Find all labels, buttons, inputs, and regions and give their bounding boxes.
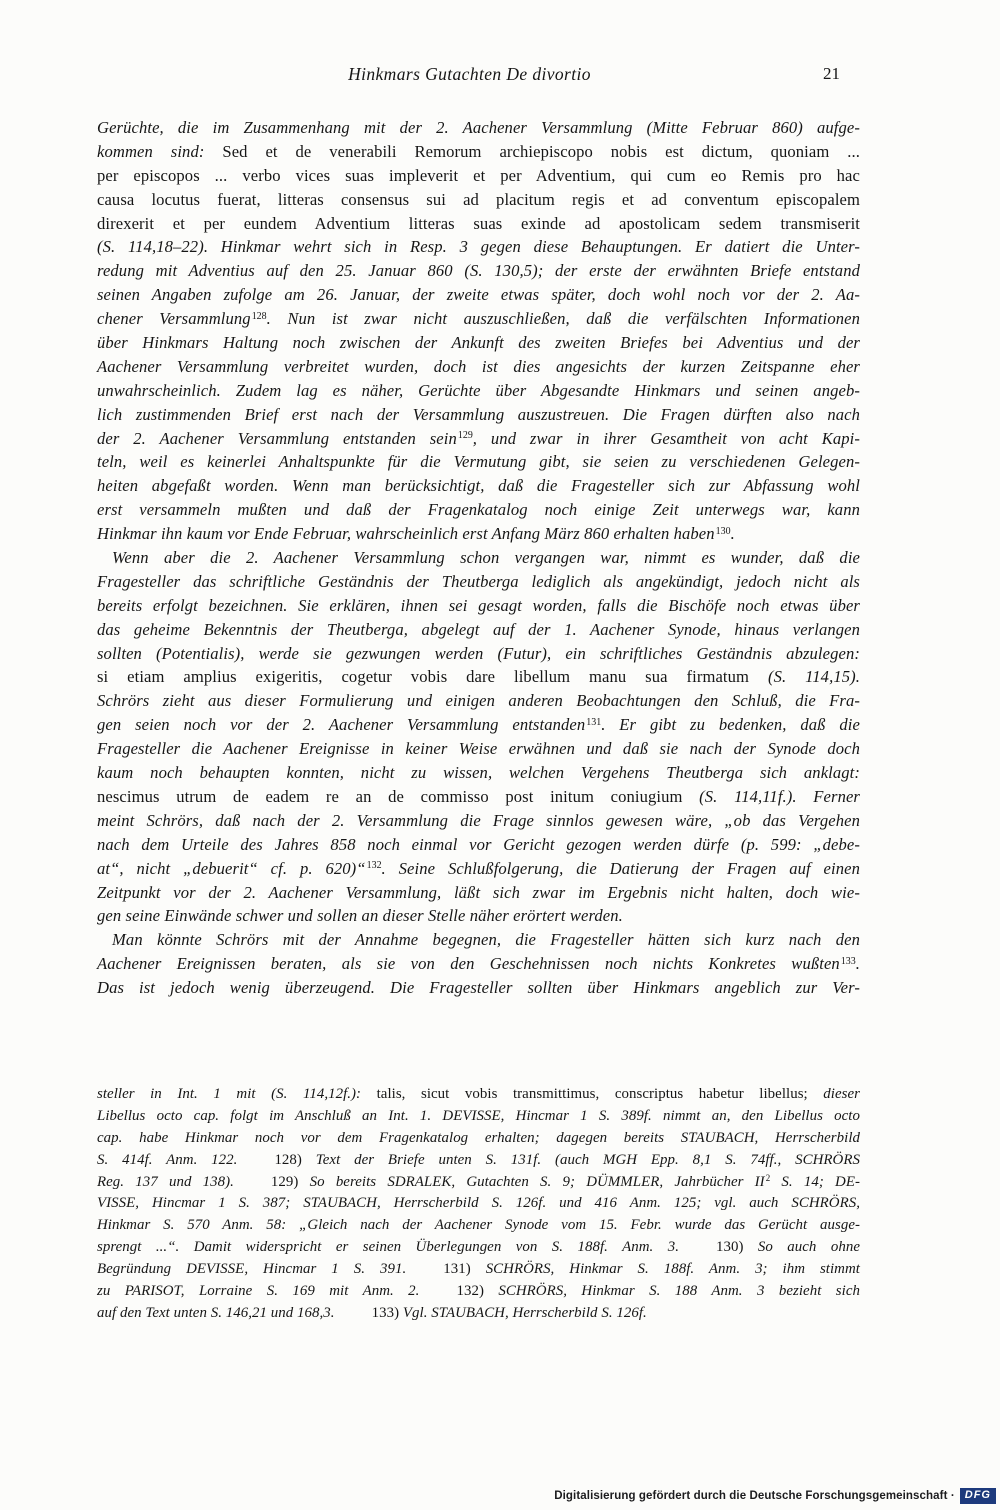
text-run: talis, sicut vobis transmittimus, conscriptus habetur libellus; <box>376 1086 824 1102</box>
text-run: VISSE, Hincmar 1 S. 387; STAUBACH, Herrscherbild S. 126f. und 416 Anm. 125; vgl. auch SCHRÖRS, <box>97 1195 860 1212</box>
text-run: 132) <box>456 1283 499 1300</box>
text-run: (S. 114,18–22). Hinkmar wehrt sich in Resp. 3 gegen diese Behauptungen. Er datiert die Unter- <box>97 237 860 257</box>
main-text-block <box>97 116 860 1000</box>
text-line <box>97 689 860 713</box>
text-run: Reg. 137 und 138). <box>97 1173 234 1190</box>
text-run: kommen sind: <box>97 141 223 161</box>
text-run: So auch ohne <box>757 1239 860 1256</box>
footnote-ref: 129 <box>457 430 473 442</box>
text-line <box>97 713 860 737</box>
text-line <box>97 283 860 307</box>
text-run: redung mit Adventius auf den 25. Januar 860 (S. 130,5); der erste der erwähnten Briefe entstand <box>97 261 860 281</box>
text-run: 129) <box>270 1173 310 1190</box>
text-run: direxerit et per eundem Adventium litteras suas exinde ad apostolicam sedem transmiserit <box>97 213 860 233</box>
text-run: Fragesteller das schriftliche Geständnis der Theutberga lediglich als angekündigt, jedoch nicht als <box>97 571 860 591</box>
text-run: meint Schrörs, daß nach der 2. Versammlung die Frage sinnlos gewesen wäre, „ob das Vergehen <box>97 810 860 830</box>
text-run: . Seine Schlußfolgerung, die Datierung der Fragen auf einen <box>381 858 860 878</box>
text-line <box>97 1106 860 1128</box>
text-line <box>97 427 860 451</box>
text-line <box>97 522 860 546</box>
text-run: lich zustimmenden Brief erst nach der Versammlung auszustreuen. Die Fragen dürften also nach <box>97 404 860 424</box>
text-run: sprengt ...“. Damit widerspricht er seinen Überlegungen von S. 188f. Anm. 3. <box>97 1239 679 1256</box>
text-run: Gerüchte, die im Zusammenhang mit der 2. Aachener Versammlung (Mitte Februar 860) aufge- <box>97 118 860 137</box>
page-header <box>97 64 860 90</box>
dfg-logo: DFG <box>960 1488 996 1504</box>
footnote-ref: 131 <box>586 716 602 728</box>
text-line <box>97 546 860 570</box>
text-run: Begründung DEVISSE, Hincmar 1 S. 391. <box>97 1261 407 1278</box>
text-run: der 2. Aachener Versammlung entstanden sein <box>97 428 457 448</box>
text-line <box>97 809 860 833</box>
footnote-ref: 2 <box>765 1172 771 1183</box>
text-line <box>97 665 860 689</box>
footnote-ref: 128 <box>251 310 267 322</box>
text-line <box>97 618 860 642</box>
text-line <box>97 140 860 164</box>
text-line <box>97 737 860 761</box>
text-run: sollten (Potentialis), werde sie gezwungen werden (Futur), ein schriftliches Geständnis abzulegen: <box>97 643 860 663</box>
text-line <box>97 474 860 498</box>
text-run: Fragesteller die Aachener Ereignisse in keiner Weise erwähnen und daß sie nach der Synode doch <box>97 739 860 759</box>
text-run: nescimus utrum de eadem re an de commisso post initum coniugium <box>97 786 700 806</box>
text-run: über Hinkmars Haltung noch zwischen der Ankunft des zweiten Briefes bei Adventius und der <box>97 333 860 353</box>
text-run: Wenn aber die 2. Aachener Versammlung schon vergangen war, nimmt es wunder, daß die <box>112 548 860 568</box>
text-line <box>97 164 860 188</box>
text-run: cap. habe Hinkmar noch vor dem Fragenkatalog erhalten; dagegen bereits STAUBACH, Herrscherbild <box>97 1129 860 1146</box>
text-run: Das ist jedoch wenig überzeugend. Die Fragesteller sollten über Hinkmars angeblich zur Ver- <box>97 978 860 998</box>
credit-text: Digitalisierung gefördert durch die Deutsche Forschungsgemeinschaft · <box>554 1490 955 1502</box>
text-line <box>97 1281 860 1303</box>
text-run: das geheime Bekenntnis der Theutberga, abgelegt auf der 1. Aachener Synode, hinaus verlangen <box>97 619 860 639</box>
text-line <box>97 331 860 355</box>
text-run: nach dem Urteile des Jahres 858 noch einmal vor Gericht gezogen werden dürfe (p. 599: „debe- <box>97 834 860 854</box>
text-run: . <box>730 524 735 544</box>
text-line <box>97 188 860 212</box>
text-run: Man könnte Schrörs mit der Annahme begegnen, die Fragesteller hätten sich kurz nach den <box>112 930 860 950</box>
text-line <box>97 928 860 952</box>
text-run: si etiam amplius exigeritis, cogetur vobis dare libellum manu sua firmatum <box>97 667 768 687</box>
text-line <box>97 498 860 522</box>
text-run: (S. 114,15). <box>767 667 860 687</box>
text-line <box>97 857 860 881</box>
text-line <box>97 1303 860 1325</box>
text-run: Hinkmar S. 570 Anm. 58: „Gleich nach der Aachener Synode vom 15. Febr. wurde das Gerücht ausge- <box>97 1217 860 1234</box>
text-run: . <box>855 954 860 974</box>
text-run: So bereits SDRALEK, Gutachten S. 9; DÜMMLER, Jahrbücher II <box>309 1173 765 1190</box>
text-run: SCHRÖRS, Hinkmar S. 188f. Anm. 3; ihm stimmt <box>485 1261 860 1278</box>
text-line <box>97 1084 860 1106</box>
running-title: Hinkmars Gutachten De divortio <box>348 64 591 84</box>
text-line <box>97 904 860 928</box>
text-run: per episcopos ... verbo vices suas impleverit et per Adventium, qui cum eo Remis pro hac <box>97 165 860 185</box>
text-line <box>97 1237 860 1259</box>
text-line <box>97 833 860 857</box>
text-run: Aachener Ereignissen beraten, als sie von den Geschehnissen noch nichts Konkretes wußten <box>97 954 840 974</box>
text-run: teln, weil es keinerlei Anhaltspunkte für die Vermutung gibt, sie seien zu verschiedenen Gelegen- <box>97 452 860 472</box>
text-run: (S. 114,11f.). Ferner <box>699 786 860 806</box>
text-line <box>97 1172 860 1194</box>
text-run: steller in Int. 1 mit (S. 114,12f.): <box>97 1086 377 1102</box>
text-line <box>97 570 860 594</box>
text-line <box>97 403 860 427</box>
text-line <box>97 116 860 140</box>
text-line <box>97 881 860 905</box>
text-run: 131) <box>443 1261 486 1278</box>
text-run: dieser <box>823 1086 860 1102</box>
text-line <box>97 212 860 236</box>
text-line <box>97 355 860 379</box>
page-number: 21 <box>823 64 840 83</box>
text-run: kaum noch behaupten konnten, nicht zu wissen, welchen Vergehens Theutberga sich anklagt: <box>97 763 860 783</box>
text-line <box>97 379 860 403</box>
text-run: gen seien noch vor der 2. Aachener Versammlung entstanden <box>97 715 586 735</box>
text-line <box>97 235 860 259</box>
text-line <box>97 307 860 331</box>
text-run: Hinkmar ihn kaum vor Ende Februar, wahrscheinlich erst Anfang März 860 erhalten haben <box>97 524 715 544</box>
text-run: erst versammeln mußten und daß der Fragenkatalog noch einige Zeit unterwegs war, kann <box>97 500 860 520</box>
text-line <box>97 259 860 283</box>
text-run: Text der Briefe unten S. 131f. (auch MGH Epp. 8,1 S. 74ff., SCHRÖRS <box>315 1151 860 1168</box>
footnote-ref: 133 <box>840 955 856 967</box>
footnotes-block <box>97 1084 860 1325</box>
text-run: 128) <box>274 1151 316 1168</box>
text-run: Vgl. STAUBACH, Herrscherbild S. 126f. <box>402 1304 647 1321</box>
text-line <box>97 450 860 474</box>
text-line <box>97 785 860 809</box>
text-run: , und zwar in ihrer Gesamtheit von acht Kapi- <box>472 428 860 448</box>
footnote-ref: 130 <box>715 525 731 537</box>
text-run: unwahrscheinlich. Zudem lag es näher, Gerüchte über Abgesandte Hinkmars und seinen angeb- <box>97 380 860 400</box>
text-run: causa locutus fuerat, litteras consensus sui ad placitum regis et ad conventum episcopalem <box>97 189 860 209</box>
text-run: S. 414f. Anm. 122. <box>97 1151 238 1168</box>
text-run: seinen Angaben zufolge am 26. Januar, der zweite etwas später, doch wohl noch vor der 2. Aa- <box>97 285 860 305</box>
text-run: SCHRÖRS, Hinkmar S. 188 Anm. 3 bezieht sich <box>498 1283 860 1300</box>
text-line <box>97 1259 860 1281</box>
text-line <box>97 642 860 666</box>
text-run: S. 14; DE- <box>770 1173 860 1190</box>
text-run: Sed et de venerabili Remorum archiepiscopo nobis est dictum, quoniam ... <box>222 141 860 161</box>
text-run: heiten abgefaßt worden. Wenn man berücksichtigt, daß die Fragesteller sich zur Abfassung wohl <box>97 476 860 496</box>
text-run: Libellus octo cap. folgt im Anschluß an Int. 1. DEVISSE, Hincmar 1 S. 389f. nimmt an, den Libellus octo <box>97 1107 860 1124</box>
text-line <box>97 594 860 618</box>
text-line <box>97 1150 860 1172</box>
text-run: Schrörs zieht aus dieser Formulierung und einigen anderen Beobachtungen den Schluß, die Fra- <box>97 691 860 711</box>
text-run: bereits erfolgt bezeichnen. Sie erklären, ihnen sei gesagt worden, falls die Bischöfe noch etwas über <box>97 595 860 615</box>
digitization-credit <box>554 1488 996 1504</box>
text-run: at“, nicht „debuerit“ cf. p. 620)“ <box>97 858 366 878</box>
text-line <box>97 952 860 976</box>
text-run: 130) <box>715 1239 758 1256</box>
text-line <box>97 1193 860 1215</box>
text-run: Zeitpunkt vor der 2. Aachener Versammlung, läßt sich zwar im Ergebnis nicht halten, doch wie- <box>97 882 860 902</box>
text-run: chener Versammlung <box>97 309 251 329</box>
text-line <box>97 976 860 1000</box>
text-run: . Er gibt zu bedenken, daß die <box>601 715 860 735</box>
text-run: Aachener Versammlung verbreitet wurden, doch ist dies angesichts der kurzen Zeitspanne eher <box>97 356 860 376</box>
text-line <box>97 1128 860 1150</box>
text-run: zu PARISOT, Lorraine S. 169 mit Anm. 2. <box>97 1283 420 1300</box>
text-run: gen seine Einwände schwer und sollen an dieser Stelle näher erörtert werden. <box>97 906 623 926</box>
footnote-ref: 132 <box>366 860 382 872</box>
text-line <box>97 761 860 785</box>
text-run: auf den Text unten S. 146,21 und 168,3. <box>97 1304 335 1321</box>
text-run: . Nun ist zwar nicht auszuschließen, daß die verfälschten Informationen <box>266 309 860 329</box>
text-run: 133) <box>371 1304 403 1321</box>
text-line <box>97 1215 860 1237</box>
